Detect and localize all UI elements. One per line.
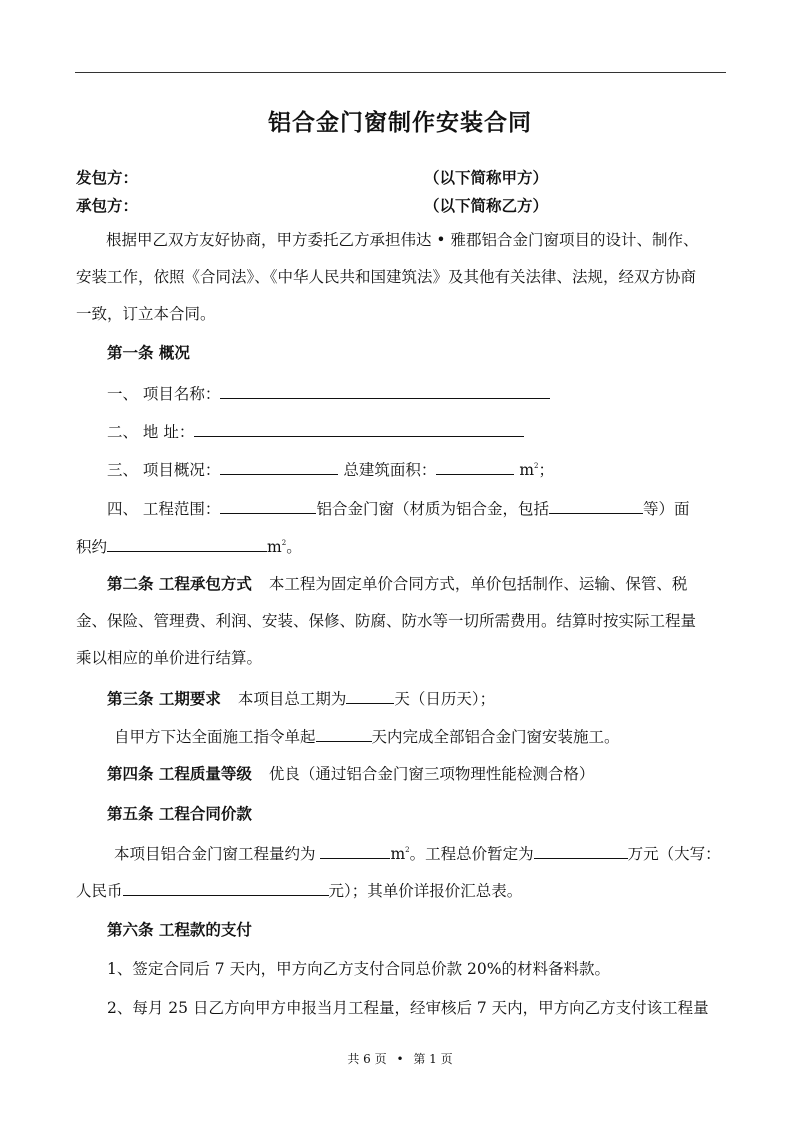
article-3-text-2b: 天内完成全部铝合金门窗安装施工。 (371, 728, 620, 746)
page-current: 第 1 页 (413, 1052, 453, 1066)
quantity-field[interactable] (320, 843, 390, 859)
header-rule (75, 72, 726, 73)
scope-area-period: 。 (286, 538, 302, 556)
total-duration-field[interactable] (346, 688, 394, 704)
intro-line-1: 根据甲乙双方友好协商，甲方委托乙方承担伟达 • 雅郡铝合金门窗项目的设计、制作、 (106, 231, 699, 249)
article-5-text-1b: 。工程总价暂定为 (409, 845, 534, 863)
scope-material-text: 铝合金门窗（材质为铝合金，包括 (316, 500, 549, 518)
article-3-text-1b: 天（日历天）； (394, 690, 496, 708)
address-field[interactable] (194, 421, 524, 437)
page-separator: • (396, 1052, 404, 1066)
scope-line (107, 498, 757, 519)
article-1-heading: 第一条 概况 (107, 344, 190, 362)
completion-days-field[interactable] (316, 726, 372, 742)
article-2-text-2: 金、保险、管理费、利润、安装、保修、防腐、防水等一切所需费用。结算时按实际工程量 (76, 612, 697, 630)
scope-includes-field[interactable] (549, 498, 643, 514)
article-4-line (107, 764, 757, 784)
scope-area-line (76, 536, 726, 557)
article-5-text-2b: 元）；其单价详报价汇总表。 (328, 882, 523, 900)
contractor-label: 承包方： (76, 197, 139, 215)
article-3-text-1a: 本项目总工期为 (237, 690, 347, 708)
price-in-words-field[interactable] (123, 880, 329, 896)
contractor-line (76, 196, 726, 216)
article-5-text-2a: 人民币 (76, 882, 123, 900)
address-label: 二、 地 址： (107, 423, 195, 441)
scope-area-label: 积约 (76, 538, 108, 556)
area-unit: $m^2$ (519, 461, 539, 479)
article-6-heading: 第六条 工程款的支付 (107, 921, 252, 939)
article-5-text-1a: 本项目铝合金门窗工程量约为 (114, 845, 321, 863)
total-area-label: 总建筑面积： (343, 461, 437, 479)
project-overview-label: 三、 项目概况： (107, 461, 221, 479)
scope-field[interactable] (220, 498, 316, 514)
employer-label: 发包方： (76, 169, 139, 187)
article-5-line-2 (76, 880, 726, 901)
page-footer (0, 1050, 800, 1067)
total-area-field[interactable] (436, 459, 514, 475)
project-name-field[interactable] (220, 383, 550, 399)
scope-end-text: 等）面 (642, 500, 690, 518)
project-overview-line (107, 459, 757, 480)
document-title: 铝合金门窗制作安装合同 (268, 110, 532, 136)
article-5-line-1 (114, 843, 764, 864)
article-2-text-3: 乘以相应的单价进行结算。 (76, 649, 263, 667)
article-6-item-1: 1、签定合同后 7 天内，甲方向乙方支付合同总价款 20%的材料备料款。 (107, 960, 610, 978)
article-3-text-2a: 自甲方下达全面施工指令单起 (114, 728, 316, 746)
article-3-heading: 第三条 工期要求 (107, 690, 221, 708)
article-2-heading: 第二条 工程承包方式 (107, 575, 252, 593)
article-5-heading: 第五条 工程合同价款 (107, 805, 252, 823)
article-4-text: 优良（通过铝合金门窗三项物理性能检测合格） (268, 765, 595, 783)
article-4-heading: 第四条 工程质量等级 (107, 765, 252, 783)
project-overview-field[interactable] (220, 459, 338, 475)
project-name-label: 一、 项目名称： (107, 385, 221, 403)
scope-label: 四、 工程范围： (107, 500, 221, 518)
article-2-text-1: 本工程为固定单价合同方式，单价包括制作、运输、保管、税 (268, 575, 688, 593)
article-3-line-1 (107, 688, 757, 709)
scope-area-field[interactable] (107, 536, 267, 552)
project-name-line (107, 383, 757, 404)
contractor-alias: （以下简称乙方） (424, 197, 549, 215)
employer-line (76, 168, 726, 188)
article-3-line-2 (114, 726, 764, 747)
total-price-field[interactable] (534, 843, 628, 859)
article-2-line-1 (107, 574, 757, 594)
quantity-unit: $m^2$ (390, 845, 410, 863)
area-semicolon: ； (538, 461, 555, 479)
article-6-item-2: 2、每月 25 日乙方向甲方申报当月工程量，经审核后 7 天内，甲方向乙方支付该工程量 (107, 999, 709, 1017)
page-total: 共 6 页 (347, 1052, 387, 1066)
address-line (107, 421, 757, 442)
article-5-text-1c: 万元（大写： (627, 845, 721, 863)
intro-line-2: 安装工作，依照《合同法》、《中华人民共和国建筑法》及其他有关法律、法规，经双方协商 (76, 268, 697, 286)
scope-area-unit: $m^2$ (267, 538, 287, 556)
employer-alias: （以下简称甲方） (424, 169, 549, 187)
intro-line-3: 一致，订立本合同。 (76, 305, 216, 323)
